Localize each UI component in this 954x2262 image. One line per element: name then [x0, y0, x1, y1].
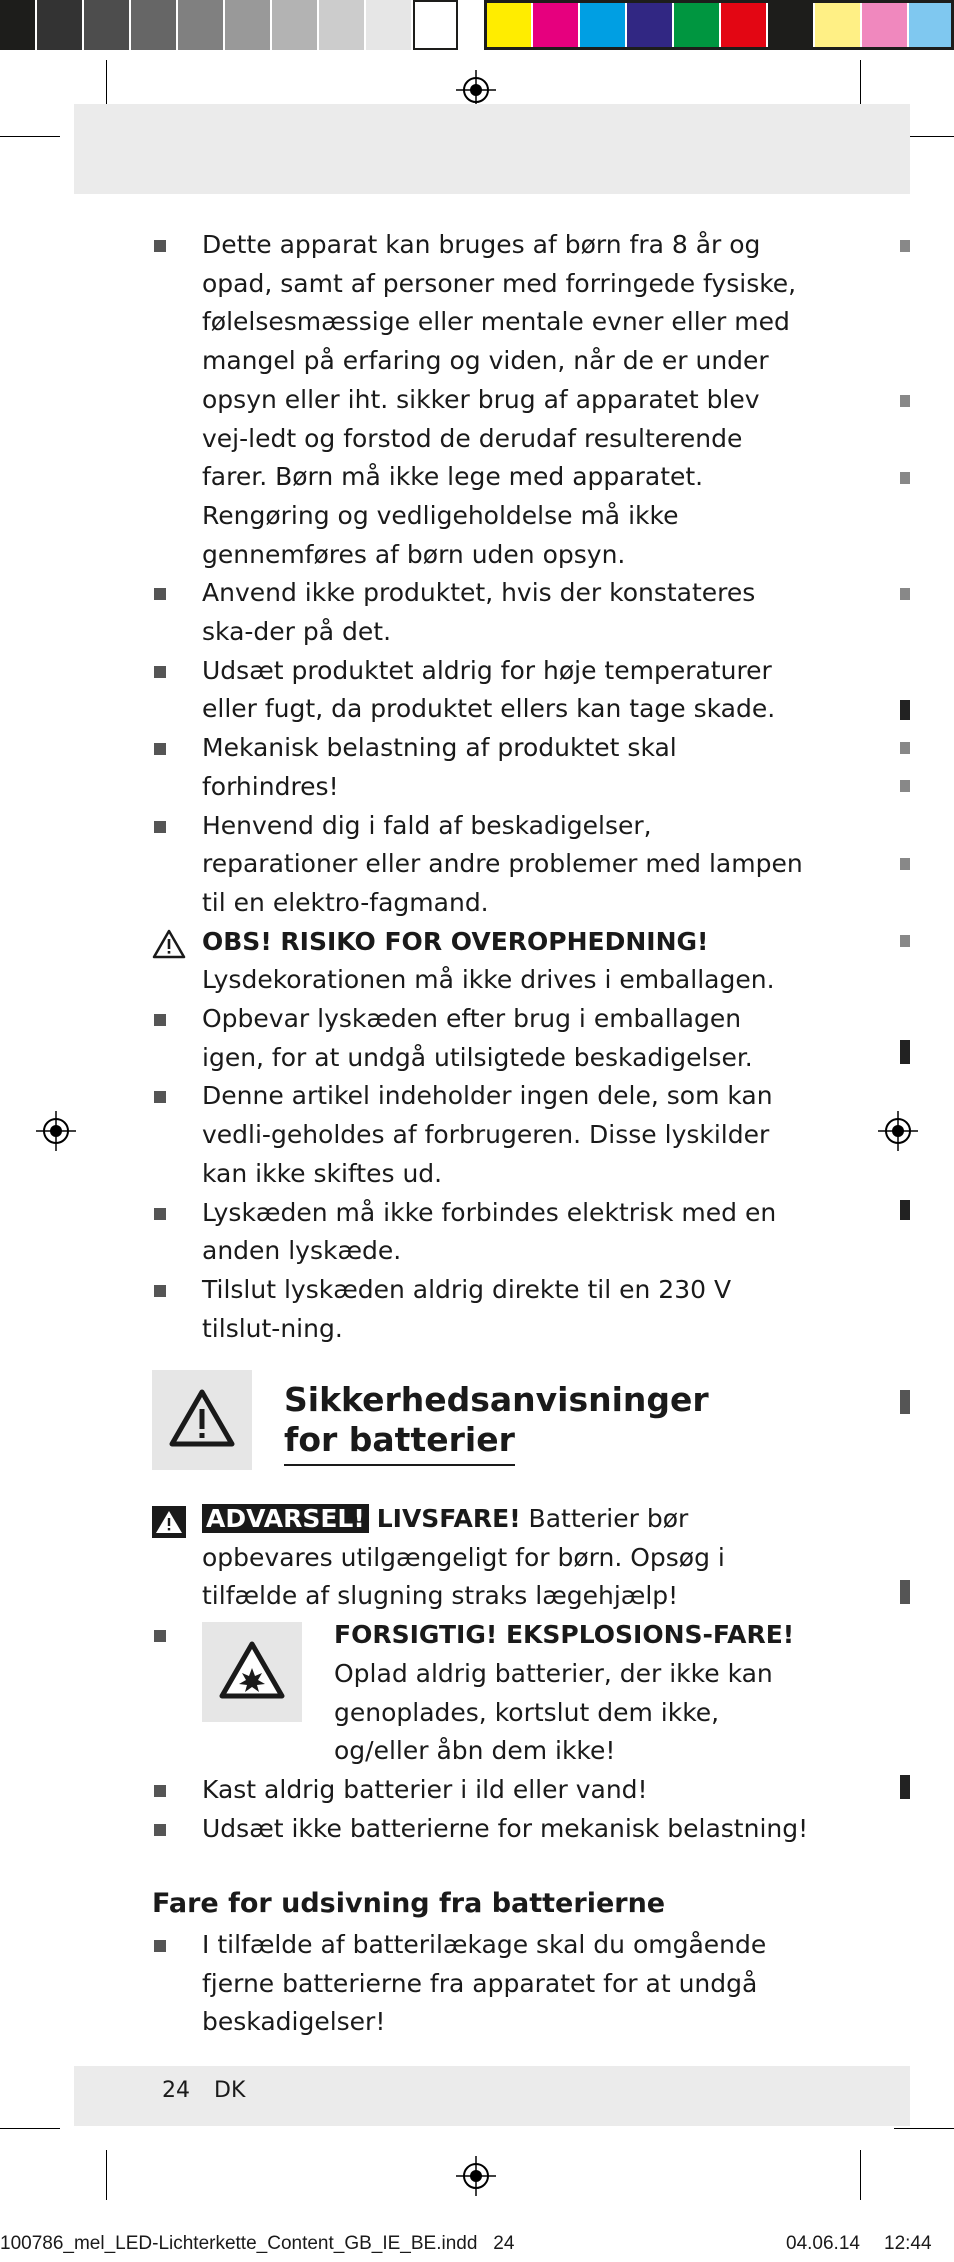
overheat-warning-title: OBS! RISIKO FOR OVEROPHEDNING! [202, 926, 709, 956]
list-item: I tilfælde af batterilækage skal du omgående fjerne batterierne fra apparatet for at undgå beskadigelser! [150, 1926, 810, 2042]
battery-warning-box [152, 1370, 252, 1470]
list-item: Kast aldrig batterier i ild eller vand! [150, 1771, 810, 1810]
grey-swatch [178, 0, 223, 50]
overheat-warning-text: Lysdekorationen må ikke drives i emballagen. [202, 965, 775, 995]
header-band [74, 104, 910, 194]
next-page-fragment [900, 742, 910, 754]
page-language: DK [214, 2078, 246, 2103]
list-item: Tilslut lyskæden aldrig direkte til en 230 V tilslut-ning. [150, 1271, 810, 1348]
grey-swatch [84, 0, 129, 50]
grey-swatch [0, 0, 35, 50]
slug-file: 100786_mel_LED-Lichterkette_Content_GB_IE_BE.indd 24 [0, 2233, 515, 2254]
list-item: Udsæt produktet aldrig for høje temperaturer eller fugt, da produktet ellers kan tage skade. [150, 652, 810, 729]
next-page-fragment [900, 935, 910, 947]
list-item: Lyskæden må ikke forbindes elektrisk med en anden lyskæde. [150, 1194, 810, 1271]
crop-mark [0, 136, 60, 137]
registration-mark-icon [36, 1111, 76, 1151]
battery-section-title: Sikkerhedsanvisninger for batterier [284, 1380, 709, 1466]
next-page-fragment [900, 395, 910, 407]
registration-mark-icon [456, 2156, 496, 2196]
grey-swatch [131, 0, 176, 50]
footer-band [74, 2066, 910, 2126]
list-item: Udsæt ikke batterierne for mekanisk belastning! [150, 1810, 810, 1849]
crop-mark [860, 2150, 861, 2200]
next-page-fragment [900, 588, 910, 600]
list-item: Anvend ikke produktet, hvis der konstateres ska-der på det. [150, 574, 810, 651]
slug-date: 04.06.14 [786, 2233, 860, 2254]
next-page-fragment [900, 240, 910, 252]
grey-swatch [225, 0, 270, 50]
grey-swatch [366, 0, 411, 50]
warning-badge: ADVARSEL! [202, 1504, 369, 1533]
next-page-fragment [900, 1390, 910, 1414]
leak-list [150, 1926, 810, 2042]
crop-mark [0, 2128, 60, 2129]
color-bar-frame [484, 0, 954, 50]
list-item: Dette apparat kan bruges af børn fra 8 år og opad, samt af personer med forringede fysiske, følelsesmæssige eller mentale evner eller med mangel på erfaring og viden, når de er under opsyn eller iht. sikker brug af apparatet blev vej-ledt og forstod de derudaf resulterende farer. Børn må ikke lege med apparatet. Rengøring og vedligeholdelse må ikke gennemføres af børn uden opsyn. [150, 226, 810, 574]
next-page-fragment [900, 1775, 910, 1799]
crop-mark [860, 60, 861, 110]
grey-swatch [319, 0, 364, 50]
leak-section-title: Fare for udsivning fra batterierne [152, 1888, 666, 1919]
explosion-warning [150, 1616, 810, 1771]
next-page-fragment [900, 1580, 910, 1604]
explosion-text: Oplad aldrig batterier, der ikke kan genoplades, kortslut dem ikke, og/eller åbn dem ikke! [334, 1658, 773, 1766]
overheat-warning [150, 923, 810, 1000]
explosion-icon-box [202, 1622, 302, 1722]
warning-triangle-icon [152, 1370, 252, 1470]
list-item: Henvend dig i fald af beskadigelser, reparationer eller andre problemer med lampen til en elektro-fagmand. [150, 807, 810, 923]
list-item: Opbevar lyskæden efter brug i emballagen igen, for at undgå utilsigtede beskadigelser. [150, 1000, 810, 1077]
next-page-fragment [900, 1040, 910, 1064]
registration-mark-icon [878, 1111, 918, 1151]
battery-warning [150, 1500, 810, 1848]
crop-mark [106, 60, 107, 110]
list-item: Mekanisk belastning af produktet skal forhindres! [150, 729, 810, 806]
next-page-fragment [900, 472, 910, 484]
explosion-title: FORSIGTIG! EKSPLOSIONS-FARE! [334, 1620, 795, 1650]
explosion-icon [202, 1622, 302, 1722]
next-page-fragment [900, 858, 910, 870]
warning-icon [152, 1506, 186, 1538]
warning-text: Batterier bør opbevares utilgængeligt for børn. Opsøg i tilfælde af slugning straks lægehjælp! [202, 1504, 725, 1611]
list-item: Denne artikel indeholder ingen dele, som kan vedli-geholdes af forbrugeren. Disse lyskilder kan ikke skiftes ud. [150, 1077, 810, 1193]
next-page-fragment [900, 780, 910, 792]
grey-swatch [413, 0, 458, 50]
grey-swatch [272, 0, 317, 50]
page-number: 24 [162, 2078, 190, 2103]
next-page-fragment [900, 700, 910, 720]
crop-mark [106, 2150, 107, 2200]
safety-list [150, 226, 810, 1348]
slug-time: 12:44 [884, 2233, 932, 2254]
warning-title: LIVSFARE! [376, 1504, 521, 1533]
next-page-fragment [900, 1200, 910, 1220]
grey-swatch [37, 0, 82, 50]
crop-mark [894, 2128, 954, 2129]
warning-triangle-icon [152, 929, 186, 959]
